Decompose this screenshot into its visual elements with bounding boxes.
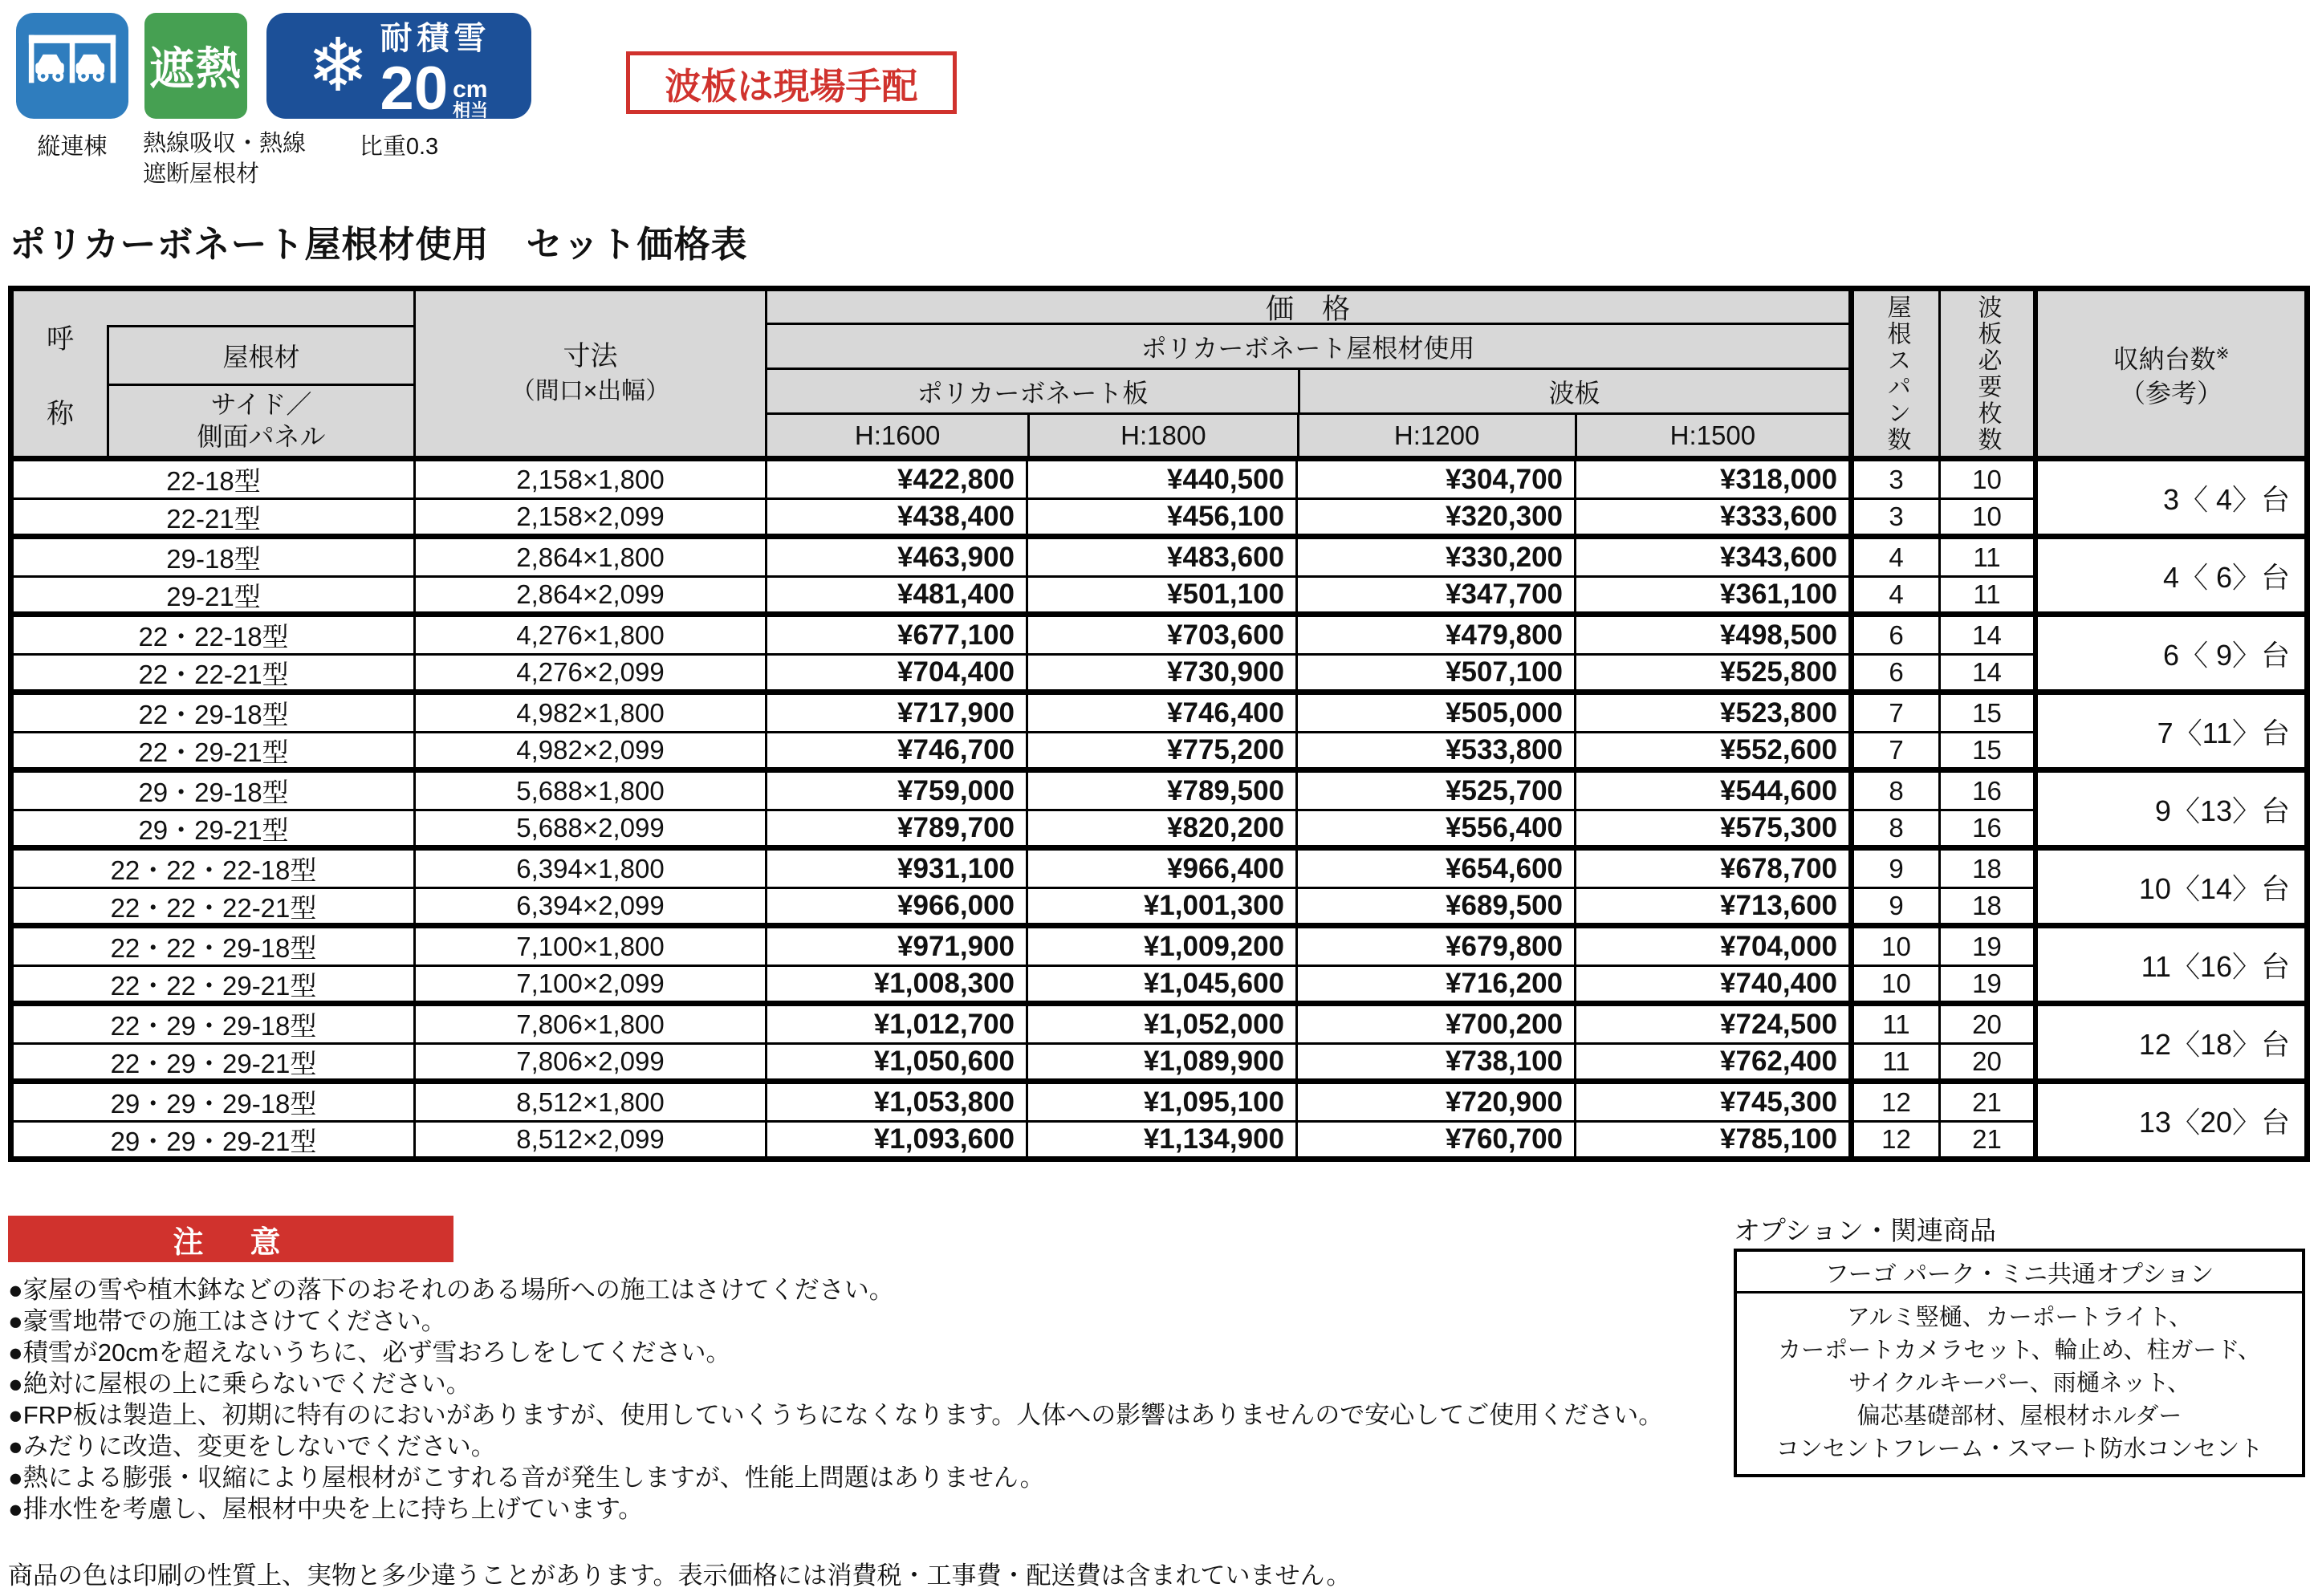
price-cell-h1200: ¥700,200 [1295, 1006, 1574, 1042]
price-cell-h1600: ¥438,400 [765, 500, 1026, 534]
price-cell-h1600: ¥704,400 [765, 656, 1026, 689]
snowflake-icon: ❄ [307, 25, 369, 107]
model-cell: 22・22・22-21型 [110, 892, 317, 923]
size-cell: 4,982×1,800 [413, 695, 765, 731]
caution-note: ●家屋の雪や植木鉢などの落下のおそれのある場所への施工はさけてください。 [8, 1276, 894, 1304]
row-group [14, 845, 2304, 923]
model-cell: 22・29・29-18型 [110, 1011, 317, 1041]
caution-note: ●FRP板は製造上、初期に特有のにおいがありますが、使用していくうちになくなります。人体への影響はありませんので安心してご使用ください。 [8, 1401, 1664, 1429]
roof-span-cell: 11 [1848, 1006, 1938, 1042]
specific-gravity-label: 比重0.3 [359, 134, 439, 160]
sheets-cell: 18 [1938, 851, 2033, 887]
column-header-h1600: H:1600 [854, 420, 941, 450]
model-cell: 22・22・29-18型 [110, 933, 317, 963]
caution-note: ●絶対に屋根の上に乗らないでください。 [8, 1370, 471, 1398]
column-header-poly-plate: ポリカーボネート板 [917, 378, 1149, 408]
table-row [14, 809, 2033, 845]
size-cell: 2,864×2,099 [413, 578, 765, 611]
price-cell-h1500: ¥361,100 [1574, 578, 1848, 611]
row-group [14, 534, 2304, 611]
roof-span-cell: 3 [1848, 461, 1938, 497]
price-cell-h1800: ¥501,100 [1026, 578, 1295, 611]
price-cell-h1200: ¥330,200 [1295, 539, 1574, 575]
size-cell: 5,688×2,099 [413, 811, 765, 845]
column-header-price-sub: ポリカーボネート屋根材使用 [767, 325, 1848, 370]
model-cell: 22・22-18型 [138, 622, 289, 652]
table-row [14, 1042, 2033, 1078]
size-cell: 2,864×1,800 [413, 539, 765, 575]
snow-load-unit: cm [453, 75, 488, 103]
price-cell-h1600: ¥1,050,600 [765, 1045, 1026, 1078]
sheets-cell: 16 [1938, 811, 2033, 845]
price-cell-h1500: ¥544,600 [1574, 773, 1848, 809]
sheets-cell: 15 [1938, 695, 2033, 731]
price-cell-h1500: ¥704,000 [1574, 928, 1848, 965]
heat-shield-badge-label: 熱線吸収・熱線 遮断屋根材 [143, 131, 307, 187]
size-cell: 4,276×2,099 [413, 656, 765, 689]
price-cell-h1800: ¥456,100 [1026, 500, 1295, 534]
roof-span-cell: 4 [1848, 539, 1938, 575]
price-cell-h1600: ¥966,000 [765, 889, 1026, 923]
model-cell: 29-18型 [166, 544, 261, 574]
price-cell-h1600: ¥1,012,700 [765, 1006, 1026, 1042]
size-cell: 8,512×1,800 [413, 1084, 765, 1120]
price-cell-h1500: ¥575,300 [1574, 811, 1848, 845]
sheets-cell: 19 [1938, 928, 2033, 965]
price-cell-h1200: ¥505,000 [1295, 695, 1574, 731]
roof-span-cell: 10 [1848, 967, 1938, 1001]
snow-load-badge [266, 13, 531, 123]
column-header-corrugated: 波板 [1298, 370, 1848, 412]
roof-span-cell: 9 [1848, 889, 1938, 923]
sheets-cell: 14 [1938, 617, 2033, 653]
options-line: コンセントフレーム・スマート防水コンセント [1775, 1436, 2263, 1462]
column-header-side-panel: サイド／ 側面パネル [197, 390, 326, 452]
price-cell-h1800: ¥966,400 [1026, 851, 1295, 887]
size-cell: 6,394×2,099 [413, 889, 765, 923]
price-cell-h1500: ¥318,000 [1574, 461, 1848, 497]
price-cell-h1200: ¥679,800 [1295, 928, 1574, 965]
sheets-cell: 16 [1938, 773, 2033, 809]
column-header-storage-count: 収納台数※ （参考） [2033, 291, 2304, 456]
price-cell-h1600: ¥677,100 [765, 617, 1026, 653]
price-table [8, 286, 2310, 1162]
price-cell-h1500: ¥745,300 [1574, 1084, 1848, 1120]
roof-span-cell: 6 [1848, 656, 1938, 689]
table-row [14, 1006, 2033, 1042]
price-cell-h1600: ¥971,900 [765, 928, 1026, 965]
model-cell: 22・22-21型 [138, 659, 289, 689]
price-cell-h1500: ¥724,500 [1574, 1006, 1848, 1042]
row-group [14, 689, 2304, 767]
options-line: サイクルキーパー、雨樋ネット、 [1848, 1371, 2191, 1396]
price-cell-h1500: ¥333,600 [1574, 500, 1848, 534]
column-header-dimensions: 寸法 （間口×出幅） [413, 291, 765, 456]
roof-span-cell: 9 [1848, 851, 1938, 887]
price-cell-h1800: ¥730,900 [1026, 656, 1295, 689]
table-row [14, 887, 2033, 923]
options-line: カーポートカメラセット、輪止め、柱ガード、 [1778, 1338, 2261, 1363]
row-group [14, 1001, 2304, 1078]
price-cell-h1600: ¥422,800 [765, 461, 1026, 497]
options-section-title: オプション・関連商品 [1734, 1216, 1997, 1245]
price-cell-h1200: ¥525,700 [1295, 773, 1574, 809]
model-cell: 29・29-18型 [138, 778, 289, 807]
column-header-h1200: H:1200 [1297, 415, 1575, 456]
row-group [14, 923, 2304, 1001]
price-cell-h1800: ¥1,089,900 [1026, 1045, 1295, 1078]
sheets-cell: 21 [1938, 1123, 2033, 1156]
caution-note: ●みだりに改造、変更をしないでください。 [8, 1432, 496, 1460]
size-cell: 2,158×2,099 [413, 500, 765, 534]
price-cell-h1600: ¥1,008,300 [765, 967, 1026, 1001]
sheets-cell: 19 [1938, 967, 2033, 1001]
model-cell: 22・29・29-21型 [110, 1048, 317, 1078]
roof-span-cell: 10 [1848, 928, 1938, 965]
model-cell: 22-21型 [166, 503, 261, 534]
price-cell-h1200: ¥716,200 [1295, 967, 1574, 1001]
sheets-cell: 20 [1938, 1045, 2033, 1078]
price-cell-h1800: ¥820,200 [1026, 811, 1295, 845]
column-header-roof-material: 屋根材 [109, 327, 413, 386]
price-table-header [14, 291, 2304, 461]
size-cell: 2,158×1,800 [413, 461, 765, 497]
price-cell-h1200: ¥556,400 [1295, 811, 1574, 845]
model-cell: 29・29・29-18型 [110, 1089, 317, 1119]
storage-count-cell: 10〈14〉台 [2033, 851, 2304, 923]
size-cell: 5,688×1,800 [413, 773, 765, 809]
model-cell: 29-21型 [166, 581, 261, 611]
roof-span-cell: 7 [1848, 695, 1938, 731]
size-cell: 6,394×1,800 [413, 851, 765, 887]
model-cell: 22・22・29-21型 [110, 970, 317, 1001]
sheets-cell: 21 [1938, 1084, 2033, 1120]
row-group [14, 461, 2304, 534]
price-cell-h1500: ¥343,600 [1574, 539, 1848, 575]
sheets-cell: 20 [1938, 1006, 2033, 1042]
price-cell-h1800: ¥1,095,100 [1026, 1084, 1295, 1120]
price-cell-h1800: ¥1,001,300 [1026, 889, 1295, 923]
price-cell-h1200: ¥738,100 [1295, 1045, 1574, 1078]
size-cell: 4,276×1,800 [413, 617, 765, 653]
column-header-name: 呼 称 [47, 323, 74, 429]
storage-count-cell: 9〈13〉台 [2033, 773, 2304, 845]
footer-disclaimer: 商品の色は印刷の性質上、実物と多少違うことがあります。表示価格には消費税・工事費・配送費は含まれていません。 [8, 1561, 1352, 1590]
price-cell-h1200: ¥654,600 [1295, 851, 1574, 887]
price-cell-h1500: ¥713,600 [1574, 889, 1848, 923]
price-cell-h1800: ¥789,500 [1026, 773, 1295, 809]
snow-load-title: 耐積雪 [380, 20, 491, 56]
sheets-cell: 14 [1938, 656, 2033, 689]
page-title: ポリカーボネート屋根材使用 セット価格表 [10, 224, 748, 265]
price-cell-h1500: ¥762,400 [1574, 1045, 1848, 1078]
roof-span-cell: 12 [1848, 1123, 1938, 1156]
model-cell: 29・29・29-21型 [110, 1126, 317, 1156]
sheets-cell: 11 [1938, 539, 2033, 575]
roof-span-cell: 8 [1848, 811, 1938, 845]
heat-shield-badge: 遮熱 [144, 13, 247, 119]
table-row [14, 653, 2033, 689]
price-cell-h1200: ¥347,700 [1295, 578, 1574, 611]
size-cell: 8,512×2,099 [413, 1123, 765, 1156]
roof-span-cell: 7 [1848, 733, 1938, 767]
price-cell-h1600: ¥481,400 [765, 578, 1026, 611]
table-row [14, 851, 2033, 887]
price-cell-h1200: ¥479,800 [1295, 617, 1574, 653]
model-cell: 22・29-18型 [138, 700, 289, 729]
price-cell-h1200: ¥760,700 [1295, 1123, 1574, 1156]
caution-notes [8, 1274, 1710, 1525]
price-cell-h1200: ¥720,900 [1295, 1084, 1574, 1120]
price-cell-h1600: ¥789,700 [765, 811, 1026, 845]
caution-note: ●排水性を考慮し、屋根材中央を上に持ち上げています。 [8, 1495, 644, 1523]
table-row [14, 1120, 2033, 1156]
price-cell-h1800: ¥1,045,600 [1026, 967, 1295, 1001]
table-row [14, 1084, 2033, 1120]
column-header-sheets-needed: 波板必要枚数 [1938, 291, 2033, 456]
roof-span-cell: 12 [1848, 1084, 1938, 1120]
multibay-badge [16, 13, 128, 119]
price-cell-h1600: ¥931,100 [765, 851, 1026, 887]
size-cell: 7,806×1,800 [413, 1006, 765, 1042]
sheets-cell: 11 [1938, 578, 2033, 611]
price-cell-h1500: ¥552,600 [1574, 733, 1848, 767]
price-cell-h1200: ¥533,800 [1295, 733, 1574, 767]
corrugated-sheet-note-box: 波板は現場手配 [626, 51, 957, 114]
options-box [1734, 1249, 2305, 1477]
price-cell-h1800: ¥703,600 [1026, 617, 1295, 653]
model-cell: 22・29-21型 [138, 737, 289, 767]
snow-load-value: 20 [380, 54, 449, 123]
price-cell-h1500: ¥678,700 [1574, 851, 1848, 887]
row-group [14, 767, 2304, 845]
table-row [14, 575, 2033, 611]
table-row [14, 773, 2033, 809]
price-cell-h1500: ¥498,500 [1574, 617, 1848, 653]
price-cell-h1200: ¥304,700 [1295, 461, 1574, 497]
multibay-badge-label: 縦連棟 [37, 134, 108, 160]
price-cell-h1600: ¥463,900 [765, 539, 1026, 575]
storage-count-cell: 4〈 6〉台 [2033, 539, 2304, 611]
column-header-h1500: H:1500 [1575, 415, 1848, 456]
price-cell-h1800: ¥440,500 [1026, 461, 1295, 497]
size-cell: 7,100×1,800 [413, 928, 765, 965]
caution-note: ●積雪が20cmを超えないうちに、必ず雪おろしをしてください。 [8, 1338, 731, 1367]
price-cell-h1200: ¥320,300 [1295, 500, 1574, 534]
table-row [14, 497, 2033, 534]
snow-load-unit-suffix: 相当 [453, 99, 489, 120]
price-cell-h1500: ¥740,400 [1574, 967, 1848, 1001]
storage-count-cell: 3〈 4〉台 [2033, 461, 2304, 534]
roof-span-cell: 8 [1848, 773, 1938, 809]
price-cell-h1200: ¥507,100 [1295, 656, 1574, 689]
price-cell-h1800: ¥1,052,000 [1026, 1006, 1295, 1042]
options-line: アルミ竪樋、カーポートライト、 [1846, 1305, 2193, 1330]
size-cell: 4,982×2,099 [413, 733, 765, 767]
price-cell-h1600: ¥1,093,600 [765, 1123, 1026, 1156]
price-cell-h1600: ¥1,053,800 [765, 1084, 1026, 1120]
roof-span-cell: 4 [1848, 578, 1938, 611]
table-row [14, 461, 2033, 497]
roof-span-cell: 6 [1848, 617, 1938, 653]
size-cell: 7,100×2,099 [413, 967, 765, 1001]
price-cell-h1600: ¥746,700 [765, 733, 1026, 767]
model-cell: 22・22・22-18型 [110, 855, 317, 885]
caution-note: ●豪雪地帯での施工はさけてください。 [8, 1307, 446, 1335]
row-group [14, 611, 2304, 689]
price-cell-h1500: ¥523,800 [1574, 695, 1848, 731]
price-cell-h1600: ¥717,900 [765, 695, 1026, 731]
caution-banner: 注 意 [8, 1216, 453, 1262]
roof-span-cell: 11 [1848, 1045, 1938, 1078]
price-cell-h1800: ¥1,134,900 [1026, 1123, 1295, 1156]
storage-count-cell: 7〈11〉台 [2033, 695, 2304, 767]
storage-count-cell: 6〈 9〉台 [2033, 617, 2304, 689]
column-header-roof-span: 屋根スパン数 [1848, 291, 1938, 456]
price-cell-h1800: ¥1,009,200 [1026, 928, 1295, 965]
price-table-body [14, 461, 2304, 1156]
sheets-cell: 10 [1938, 461, 2033, 497]
caution-note: ●熱による膨張・収縮により屋根材がこすれる音が発生しますが、性能上問題はありません。 [8, 1464, 1045, 1492]
column-header-price: 価 格 [767, 291, 1848, 325]
price-cell-h1800: ¥746,400 [1026, 695, 1295, 731]
options-box-body [1737, 1293, 2302, 1474]
price-cell-h1600: ¥759,000 [765, 773, 1026, 809]
table-row [14, 965, 2033, 1001]
model-cell: 29・29-21型 [138, 814, 289, 845]
table-row [14, 617, 2033, 653]
column-header-h1800: H:1800 [1027, 415, 1296, 456]
storage-count-cell: 11〈16〉台 [2033, 928, 2304, 1001]
options-line: 偏芯基礎部材、屋根材ホルダー [1856, 1403, 2182, 1429]
model-cell: 22-18型 [166, 466, 261, 496]
table-row [14, 731, 2033, 767]
table-row [14, 539, 2033, 575]
storage-count-cell: 12〈18〉台 [2033, 1006, 2304, 1078]
options-box-header: フーゴ パーク・ミニ共通オプション [1737, 1252, 2302, 1293]
price-cell-h1500: ¥785,100 [1574, 1123, 1848, 1156]
row-group [14, 1078, 2304, 1156]
table-row [14, 695, 2033, 731]
table-row [14, 928, 2033, 965]
size-cell: 7,806×2,099 [413, 1045, 765, 1078]
price-cell-h1800: ¥775,200 [1026, 733, 1295, 767]
roof-span-cell: 3 [1848, 500, 1938, 534]
price-cell-h1500: ¥525,800 [1574, 656, 1848, 689]
sheets-cell: 10 [1938, 500, 2033, 534]
carport-cars-icon [27, 30, 117, 103]
price-cell-h1800: ¥483,600 [1026, 539, 1295, 575]
sheets-cell: 18 [1938, 889, 2033, 923]
price-cell-h1200: ¥689,500 [1295, 889, 1574, 923]
sheets-cell: 15 [1938, 733, 2033, 767]
storage-count-cell: 13〈20〉台 [2033, 1084, 2304, 1156]
